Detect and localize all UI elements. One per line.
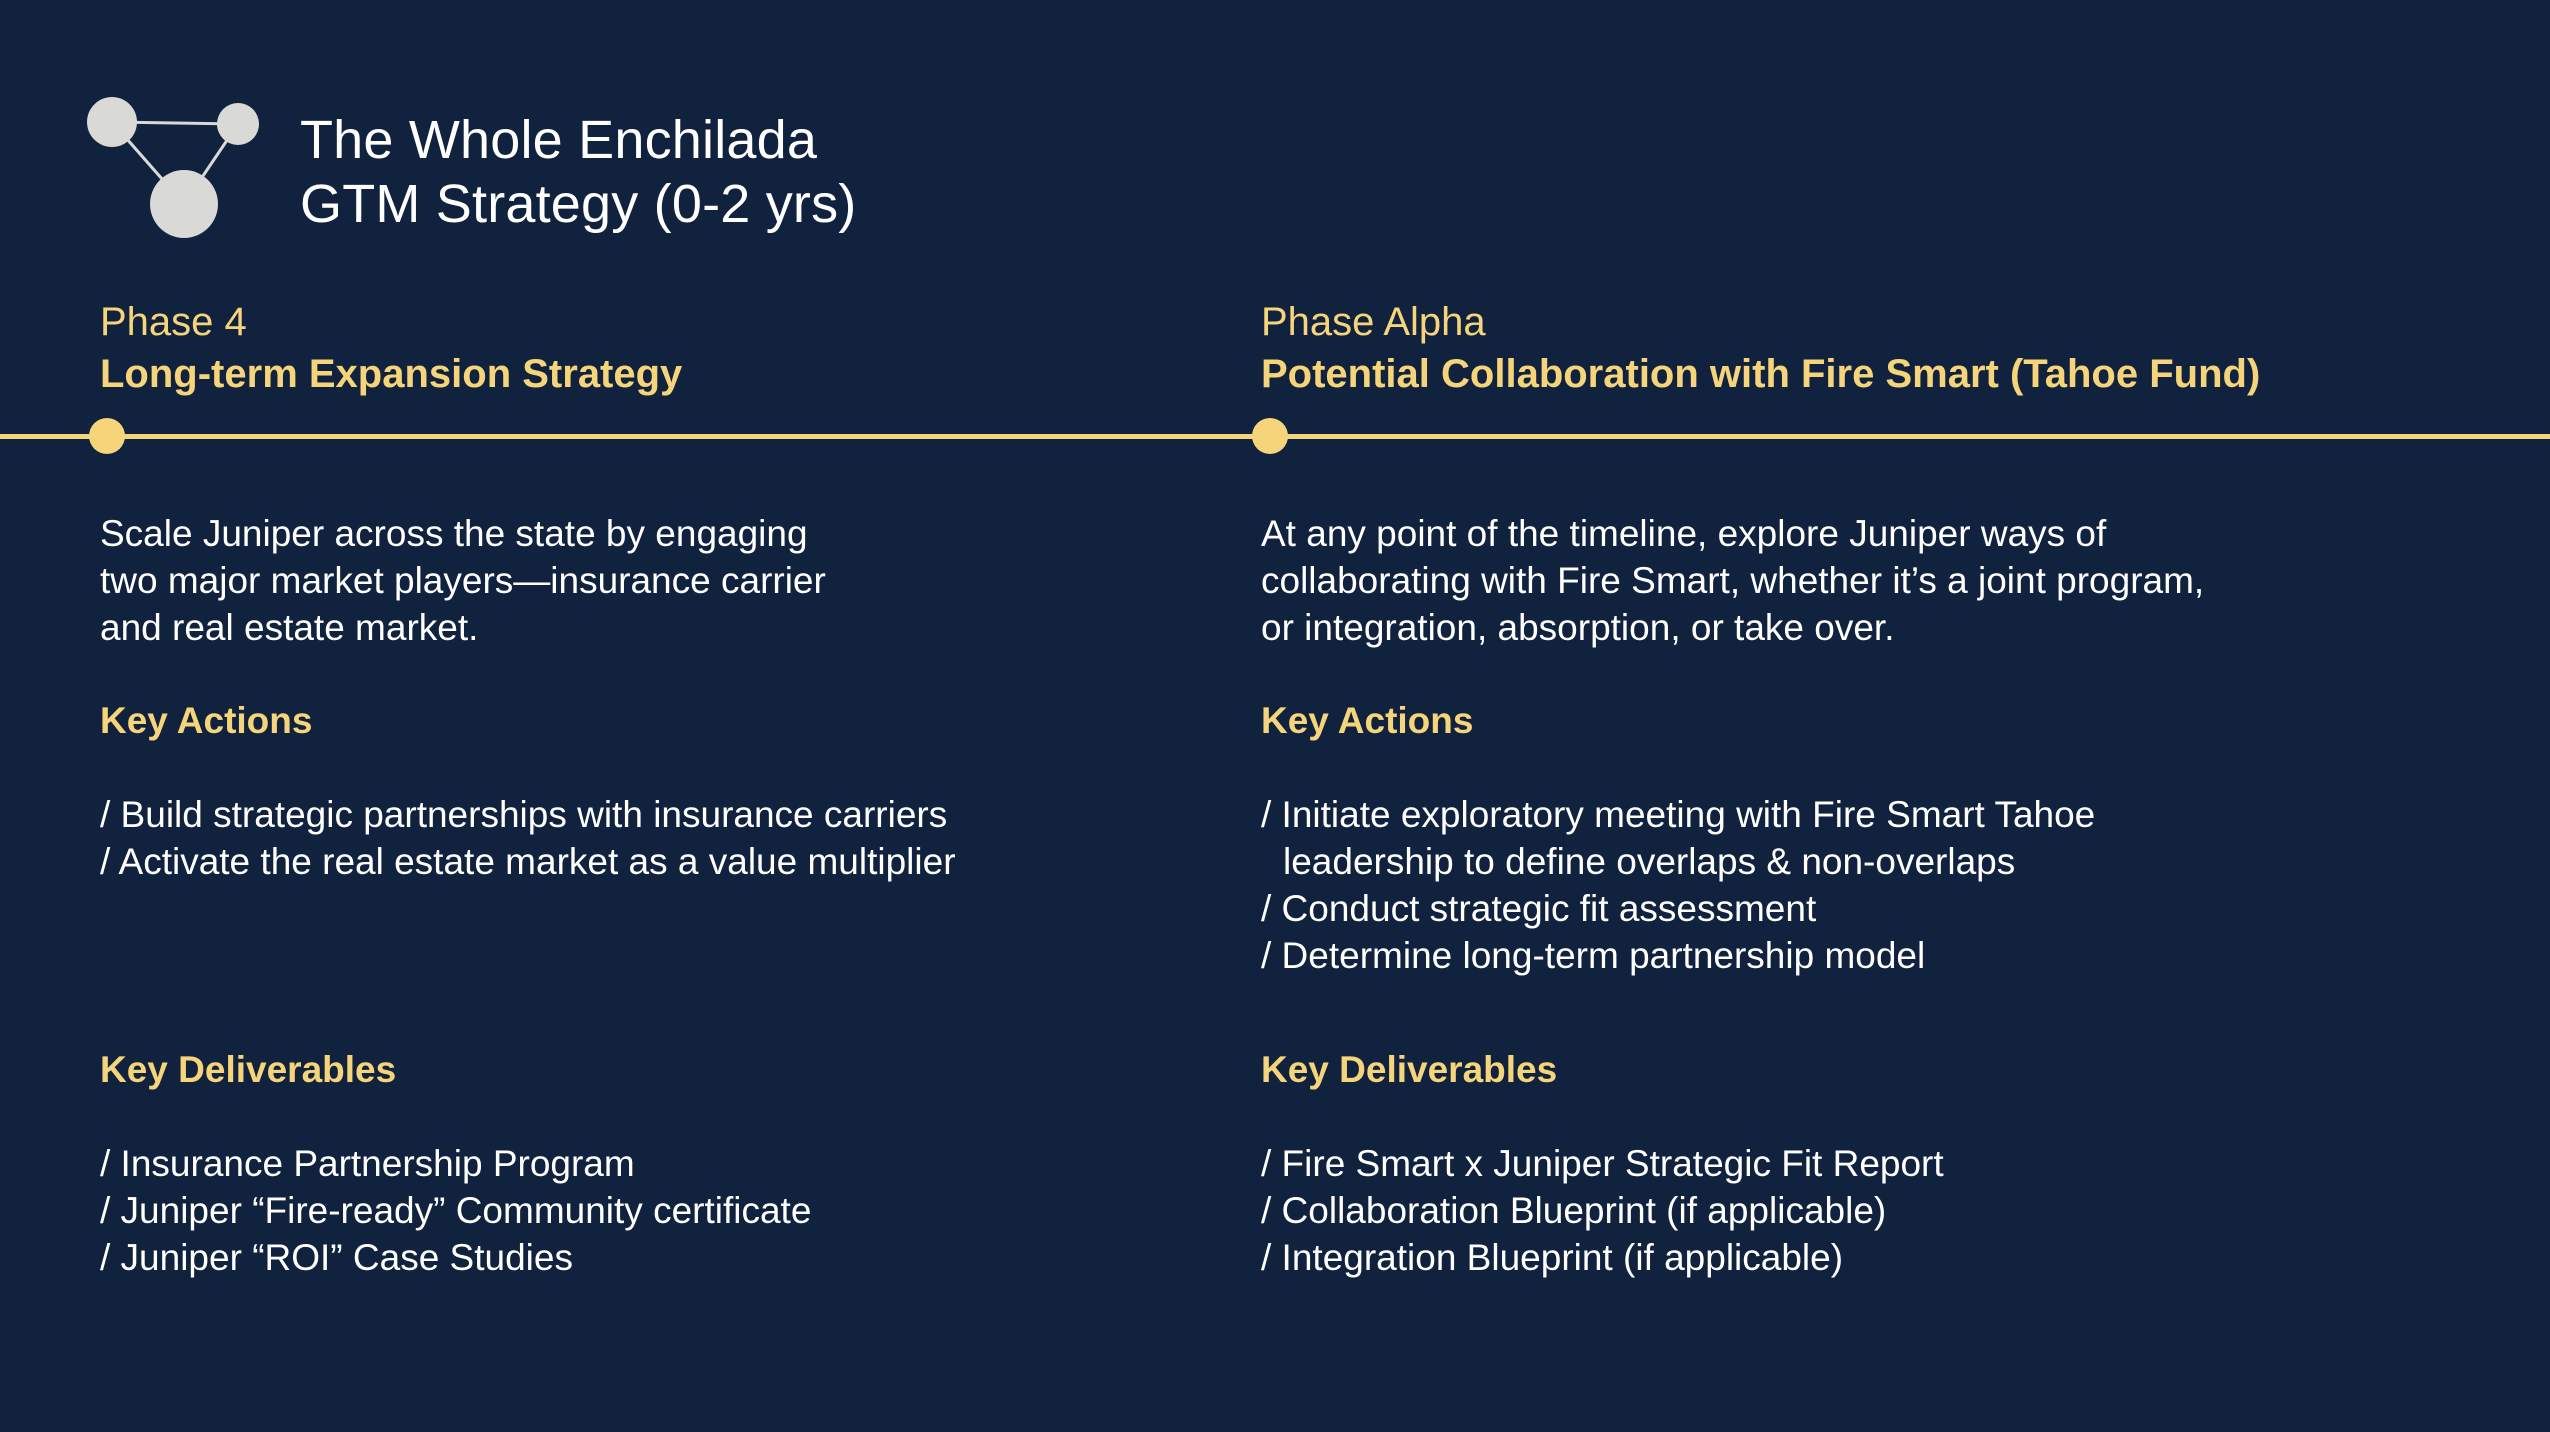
timeline-dot-right <box>1252 418 1288 454</box>
list-item: / Conduct strategic fit assessment <box>1261 888 1817 929</box>
list-item: / Build strategic partnerships with insurance carriers <box>100 794 948 835</box>
right-actions-list <box>1261 791 2095 979</box>
list-item: / Juniper “Fire-ready” Community certificate <box>100 1190 812 1231</box>
left-actions-list <box>100 791 956 885</box>
list-item: / Collaboration Blueprint (if applicable) <box>1261 1190 1887 1231</box>
list-item: / Juniper “ROI” Case Studies <box>100 1237 573 1278</box>
left-deliverables-list <box>100 1140 811 1281</box>
right-actions-heading: Key Actions <box>1261 700 1474 741</box>
list-item: / Initiate exploratory meeting with Fire Smart Tahoe <box>1261 794 2096 835</box>
list-item: / Activate the real estate market as a value multiplier <box>100 841 956 882</box>
right-description: At any point of the timeline, explore Juniper ways of collaborating with Fire Smart, whether it’s a joint program, or integration, absorption, or take over. <box>1261 513 2205 648</box>
left-phase-title: Long-term Expansion Strategy <box>100 352 683 396</box>
right-deliverables-heading: Key Deliverables <box>1261 1049 1558 1090</box>
list-item: / Insurance Partnership Program <box>100 1143 635 1184</box>
right-phase-label: Phase Alpha <box>1261 300 1486 344</box>
right-deliverables-list <box>1261 1140 1944 1281</box>
left-phase-label: Phase 4 <box>100 300 247 344</box>
title-line-1: The Whole Enchilada <box>300 110 818 170</box>
left-deliverables-heading: Key Deliverables <box>100 1049 397 1090</box>
left-phase-header <box>100 296 682 400</box>
title-line-2: GTM Strategy (0-2 yrs) <box>300 174 857 234</box>
list-item: / Determine long-term partnership model <box>1261 935 1926 976</box>
page-title <box>300 108 856 236</box>
list-item-continuation: leadership to define overlaps & non-overlaps <box>1283 841 2016 882</box>
left-actions-heading: Key Actions <box>100 700 313 741</box>
right-phase-header <box>1261 296 2260 400</box>
right-phase-title: Potential Collaboration with Fire Smart (Tahoe Fund) <box>1261 352 2261 396</box>
left-description: Scale Juniper across the state by engaging two major market players—insurance carrier and real estate market. <box>100 513 826 648</box>
timeline-dot-left <box>89 418 125 454</box>
connected-nodes-icon <box>84 92 264 252</box>
list-item: / Integration Blueprint (if applicable) <box>1261 1237 1844 1278</box>
list-item: / Fire Smart x Juniper Strategic Fit Report <box>1261 1143 1944 1184</box>
